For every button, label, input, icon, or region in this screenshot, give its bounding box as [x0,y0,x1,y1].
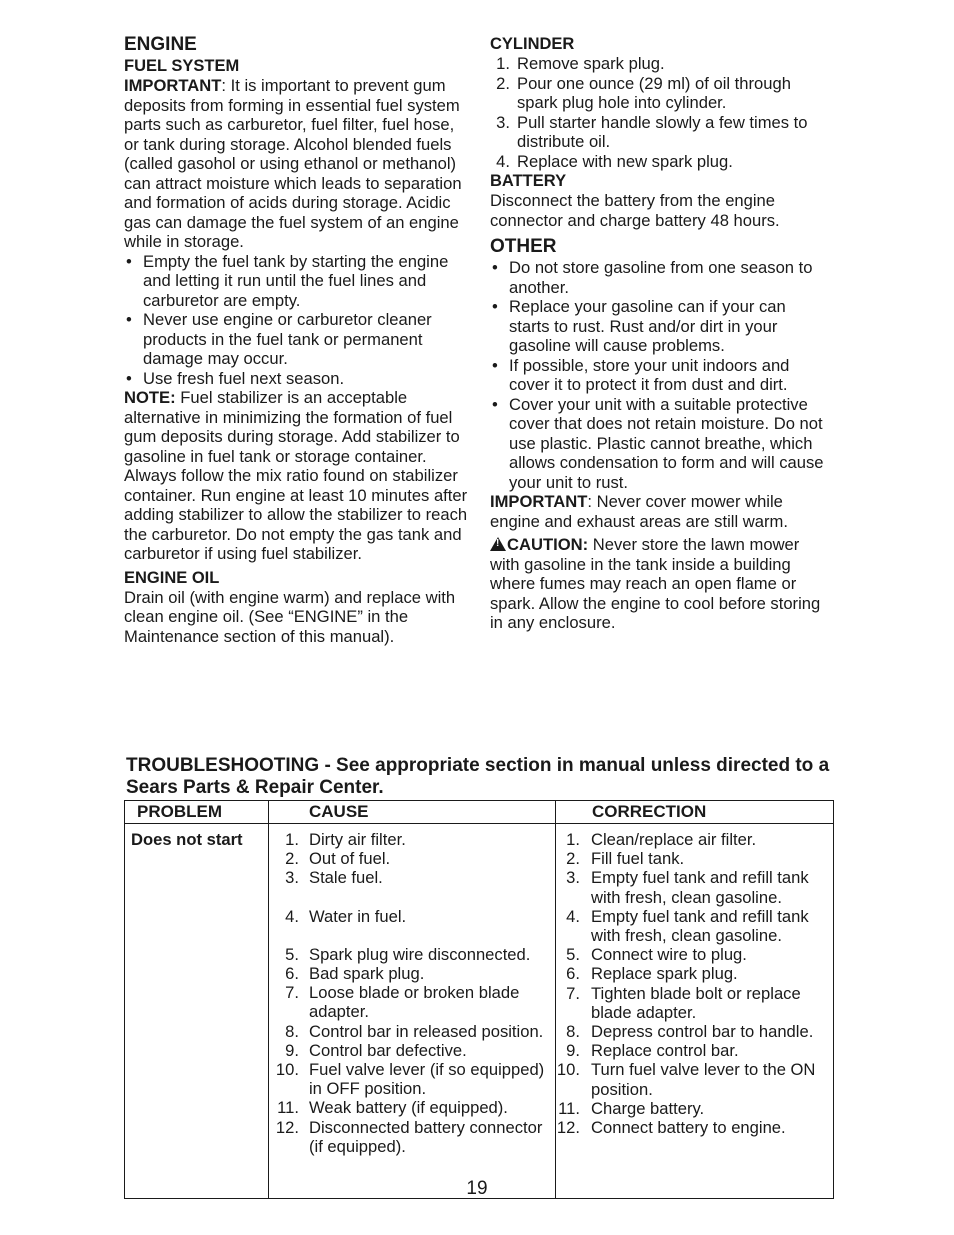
item-text: Clean/replace air filter. [591,830,757,849]
list-item [490,113,830,152]
item-text: Depress control bar to handle. [591,1022,814,1042]
item-text: Control bar defective. [309,1040,467,1060]
correction-column-header: CORRECTION [556,801,834,824]
important-label: IMPORTANT [124,76,222,95]
troubleshooting-title: TROUBLESHOOTING - See appropriate section in manual unless directed to a Sears Parts & Repair Center. [126,755,830,798]
item-number: 7. [285,983,299,1003]
list-item [269,1041,555,1060]
list-item [269,1098,555,1117]
important-text: : Never cover mower while engine and exhaust areas are still warm. [490,492,788,531]
cause-column-header: CAUSE [269,801,556,824]
list-item [556,964,833,983]
item-text: Weak battery (if equipped). [309,1098,508,1118]
list-item [269,830,555,849]
list-item [269,945,555,964]
item-number: 6. [285,964,299,984]
list-item [556,1099,833,1118]
item-text: Connect wire to plug. [591,945,747,965]
item-text: Dirty air filter. [309,830,406,849]
list-item [269,1118,555,1156]
item-text: Control bar in released position. [309,1021,544,1041]
list-item [556,907,833,945]
storage-important [490,492,830,531]
battery-text: Disconnect the battery from the engine connector and charge battery 48 hours. [490,191,780,230]
list-item [556,830,833,849]
item-number: 5. [285,944,299,964]
list-item [556,868,833,906]
engine-oil-heading: ENGINE OIL [124,568,220,587]
item-text: Replace control bar. [591,1041,739,1061]
note-label: NOTE: [124,388,176,407]
battery-heading: BATTERY [490,172,567,190]
fuel-bullet-list [124,252,470,389]
correction-cell [556,824,834,1199]
item-number: 10. [275,1060,299,1080]
table-header-row [125,801,834,824]
step-text: Remove spark plug. [517,54,665,73]
item-text: Empty fuel tank and refill tank with fresh, clean gasoline. [591,906,809,946]
list-item: • Never use engine or carburetor cleaner products in the fuel tank or permanent damage may occur. [124,310,470,369]
item-number: 6. [566,964,580,984]
correction-list [556,830,833,1137]
engine-heading: ENGINE [124,34,197,55]
table-row [125,824,834,1199]
right-column [490,34,830,633]
list-item [269,1060,555,1098]
page-number: 19 [466,1178,488,1199]
other-heading: OTHER [490,236,557,257]
step-text: Pull starter handle slowly a few times to distribute oil. [517,112,808,151]
cause-cell [269,824,556,1199]
item-number: 12. [275,1117,299,1137]
list-item: • Do not store gasoline from one season to another. [490,258,830,297]
item-number: 11. [277,1098,299,1118]
list-item [269,983,555,1021]
list-item: • Empty the fuel tank by starting the engine and letting it run until the fuel lines and carburetor are empty. [124,252,470,311]
list-item: • Replace your gasoline can if your can starts to rust. Rust and/or dirt in your gasoline will cause problems. [490,297,830,356]
cylinder-heading: CYLINDER [490,35,575,53]
item-text: Fill fuel tank. [591,849,685,869]
fuel-system-important [124,76,470,252]
item-number: 9. [566,1041,580,1061]
item-text: Charge battery. [591,1098,705,1118]
important-text: : It is important to prevent gum deposits from forming in essential fuel system parts such as carburetor, fuel filter, fuel hose, or tank during storage. Alcohol blended fuels (called gasohol or using ethanol or methanol) can attract moisture which leads to separation and formation of acids during storage. Acidic gas can damage the fuel system of an engine while in storage. [124,76,462,251]
list-item [269,1022,555,1041]
item-text: Spark plug wire disconnected. [309,944,531,964]
list-item [556,1022,833,1041]
warning-triangle-icon [490,537,506,551]
list-item: • Use fresh fuel next season. [124,369,470,389]
item-number: 8. [285,1021,299,1041]
item-number: 4. [566,906,580,926]
problem-column-header: PROBLEM [125,801,269,824]
item-number: 7. [566,983,580,1003]
item-text: Bad spark plug. [309,964,425,984]
list-item [556,1118,833,1137]
item-text: Turn fuel valve lever to the ON position. [591,1060,816,1099]
problem-cell [125,824,269,1199]
item-text: Tighten blade bolt or replace blade adapter. [591,983,801,1022]
item-text: Connect battery to engine. [591,1118,786,1138]
list-item [556,984,833,1022]
item-number: 1. [566,830,580,849]
caution-paragraph [490,535,830,633]
item-text: Water in fuel. [309,906,407,926]
item-number: 3. [285,868,299,888]
step-number: 2. [496,73,510,93]
item-number: 2. [285,849,299,869]
item-number: 4. [285,906,299,926]
item-number: 1. [285,830,299,849]
step-number: 4. [496,151,510,171]
engine-oil-text: Drain oil (with engine warm) and replace with clean engine oil. (See “ENGINE” in the Maintenance section of this manual). [124,587,456,646]
list-item [490,54,830,74]
note-text: Fuel stabilizer is an acceptable alternative in minimizing the formation of fuel gum deposits during storage. Add stabilizer to gasoline in fuel tank or storage container. Always follow the mix ratio found on stabilizer container. Run engine at least 10 minutes after adding stabilizer to allow the stabilizer to reach the carburetor. Do not empty the gas tank and carburetor if using fuel stabilizer. [124,388,468,563]
item-text: Empty fuel tank and refill tank with fresh, clean gasoline. [591,868,809,907]
list-item [269,849,555,868]
fuel-stabilizer-note [124,388,470,564]
item-number: 2. [566,849,580,869]
step-text: Pour one ounce (29 ml) of oil through spark plug hole into cylinder. [517,73,791,112]
step-text: Replace with new spark plug. [517,151,733,171]
list-item [490,74,830,113]
item-number: 3. [566,868,580,888]
important-label: IMPORTANT [490,492,588,511]
other-bullet-list [490,258,830,492]
step-number: 1. [496,54,510,73]
item-text: Out of fuel. [309,849,391,869]
item-number: 8. [566,1022,580,1042]
item-number: 10. [556,1060,580,1080]
fuel-system-heading: FUEL SYSTEM [124,57,240,75]
item-text: Replace spark plug. [591,964,738,984]
list-item [556,945,833,964]
list-item [556,1041,833,1060]
item-text: Loose blade or broken blade adapter. [309,983,520,1022]
item-text: Stale fuel. [309,868,383,888]
list-item: • If possible, store your unit indoors and cover it to protect it from dust and dirt. [490,356,830,395]
item-number: 9. [285,1040,299,1060]
list-item: • Cover your unit with a suitable protective cover that does not retain moisture. Do not use plastic. Plastic cannot breathe, which allows condensation to form and will cause your unit to rust. [490,395,830,493]
caution-label: CAUTION: [507,535,589,554]
caution-text: Never store the lawn mower with gasoline in the tank inside a building where fumes may reach an open flame or spark. Allow the engine to cool before storing in any enclosure. [490,535,821,632]
item-number: 5. [566,945,580,965]
list-item [269,868,555,887]
item-number: 11. [558,1098,580,1118]
list-item [269,907,555,926]
left-column [124,34,470,646]
list-item [269,964,555,983]
cylinder-step-list [490,54,830,171]
problem-text: Does not start [131,830,243,849]
cause-list [269,830,555,1156]
item-number: 12. [556,1118,580,1138]
list-item [556,1060,833,1098]
item-text: Fuel valve lever (if so equipped) in OFF position. [309,1060,545,1099]
list-item [556,849,833,868]
list-item [490,152,830,172]
troubleshooting-table [124,800,834,1199]
step-number: 3. [496,112,510,132]
item-text: Disconnected battery connector (if equipped). [309,1117,543,1156]
